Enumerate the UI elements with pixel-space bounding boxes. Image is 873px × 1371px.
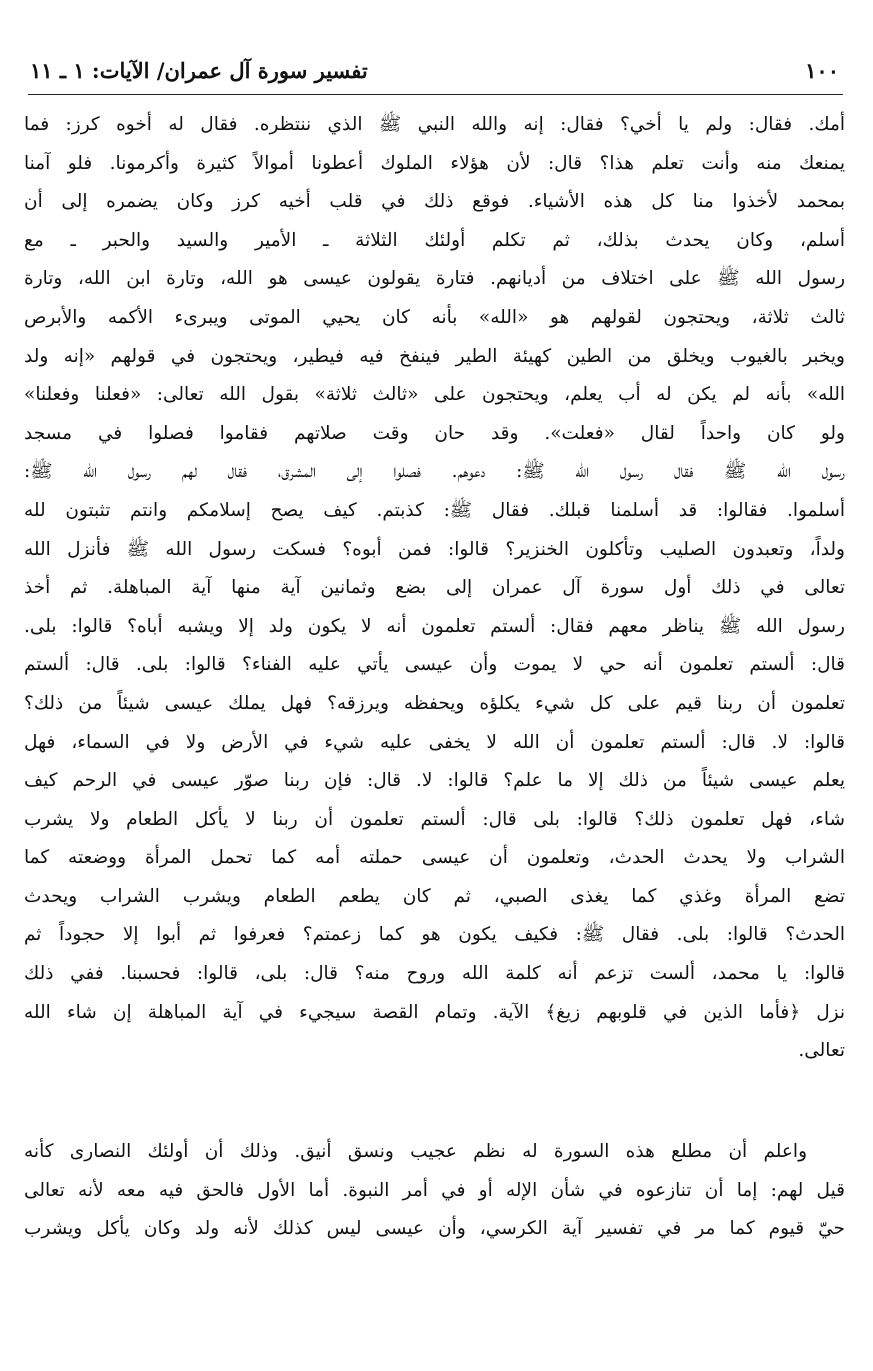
text-line: قالوا: لا. قال: ألستم تعلمون أن الله لا يخفى عليه شيء في الأرض ولا في السماء، فهل xyxy=(24,731,845,753)
text-line: يمنعك منه وأنت تعلم هذا؟ قال: لأن هؤلاء الملوك أعطونا أموالاً كثيرة وأكرمونا. فلو آمنا xyxy=(24,152,845,174)
text-line: بمحمد لأخذوا منا كل هذه الأشياء. فوقع ذلك في قلب أخيه كرز وكان يضمره إلى أن xyxy=(24,191,845,213)
text-line: واعلم أن مطلع هذه السورة له نظم عجيب ونسق أنيق. وذلك أن أولئك النصارى كأنه xyxy=(24,1141,807,1162)
text-line: ولو كان واحداً لقال «فعلت». وقد حان وقت صلاتهم فقاموا فصلوا في مسجد xyxy=(24,422,845,444)
text-line: ويخبر بالغيوب ويخلق من الطين كهيئة الطير فينفخ فيه فيطير، ويحتجون في قولهم «إنه ولد xyxy=(24,345,845,367)
text-line: ثالث ثلاثة، ويحتجون لقولهم هو «الله» بأنه كان يحيي الموتى ويبرىء الأكمه والأبرص xyxy=(24,306,845,328)
text-line: تعالى. xyxy=(798,1040,845,1062)
text-line: الله» بأنه لم يكن له أب يعلم، ويحتجون على «ثالث ثلاثة» بقول الله تعالى: «فعلنا وفعلنا» xyxy=(24,384,845,406)
text-line: حيّ قيوم كما مر في تفسير آية الكرسي، وأن عيسى ليس كذلك لأنه ولد وكان يأكل ويشرب xyxy=(24,1218,845,1240)
text-line: تضع المرأة وغذي كما يغذى الصبي، ثم كان يطعم الطعام ويشرب الشراب ويحدث xyxy=(24,885,845,907)
text-line: رسول الله ﷺ على اختلاف من أديانهم. فتارة يقولون عيسى هو الله، وتارة ابن الله، وتارة xyxy=(24,268,845,290)
text-line: شاء، فهل تعلمون ذلك؟ قالوا: بلى قال: ألستم تعلمون أن ربنا لا يأكل الطعام ولا يشرب xyxy=(24,808,845,830)
text-line: يعلم عيسى شيئاً من ذلك إلا ما علم؟ قالوا: لا. قال: فإن ربنا صوّر عيسى في الرحم كيف xyxy=(24,770,845,792)
text-line: تعالى في ذلك أول سورة آل عمران إلى بضع وثمانين آية منها آية المباهلة. ثم أخذ xyxy=(24,577,845,599)
text-line: الشراب ولا يحدث الحدث، وتعلمون أن عيسى حملته أمه كما تحمل المرأة ووضعته كما xyxy=(24,847,845,869)
page-number: ١٠٠ xyxy=(805,58,839,83)
text-line: رسول الله ﷺ فقال رسول الله ﷺ: دعوهم. فصلوا إلى المشرق، فقال لهم رسول الله ﷺ: xyxy=(24,461,845,483)
text-line: أسلموا. فقالوا: قد أسلمنا قبلك. فقال ﷺ: كذبتم. كيف يصح إسلامكم وانتم تثبتون لله xyxy=(24,499,845,521)
text-line: أمك. فقال: ولم يا أخي؟ فقال: إنه والله النبي ﷺ الذي ننتظره. فقال له أخوه كرز: فما xyxy=(24,114,845,135)
text-line: رسول الله ﷺ يناظر معهم فقال: ألستم تعلمون أنه لا يكون ولد إلا ويشبه أباه؟ قالوا: بلى. xyxy=(24,615,845,637)
paragraph-2 xyxy=(24,1133,845,1249)
text-line: نزل ﴿فأما الذين في قلوبهم زيغ﴾ الآية. وتمام القصة سيجيء في آية المباهلة إن شاء الله xyxy=(24,1001,845,1023)
text-line: ولداً، وتعبدون الصليب وتأكلون الخنزير؟ قالوا: فمن أبوه؟ فسكت رسول الله ﷺ فأنزل الله xyxy=(24,538,845,560)
text-line: قالوا: يا محمد، ألست تزعم أنه كلمة الله وروح منه؟ قال: بلى، قالوا: فحسبنا. ففي ذلك xyxy=(24,963,845,985)
text-line: أسلم، وكان يحدث بذلك، ثم تكلم أولئك الثلاثة ـ الأمير والسيد والحبر ـ مع xyxy=(24,229,845,251)
text-line: تعلمون أن ربنا قيم على كل شيء يكلؤه ويحفظه ويرزقه؟ فهل يملك عيسى شيئاً من ذلك؟ xyxy=(24,692,845,714)
text-line: قيل لهم: إما أن تنازعوه في شأن الإله أو في أمر النبوة. أما الأول فالحق فيه معه لأنه تعالى xyxy=(24,1179,845,1201)
running-title: تفسير سورة آل عمران/ الآيات: ١ ـ ١١ xyxy=(30,58,368,83)
text-line: قال: ألستم تعلمون أنه حي لا يموت وأن عيسى يأتي عليه الفناء؟ قالوا: بلى. قال: ألستم xyxy=(24,654,845,676)
text-line: الحدث؟ قالوا: بلى. فقال ﷺ: فكيف يكون هو كما زعمتم؟ فعرفوا ثم أبوا إلا حجوداً ثم xyxy=(24,924,845,946)
paragraph-1 xyxy=(24,106,845,1071)
page-header xyxy=(28,58,843,95)
